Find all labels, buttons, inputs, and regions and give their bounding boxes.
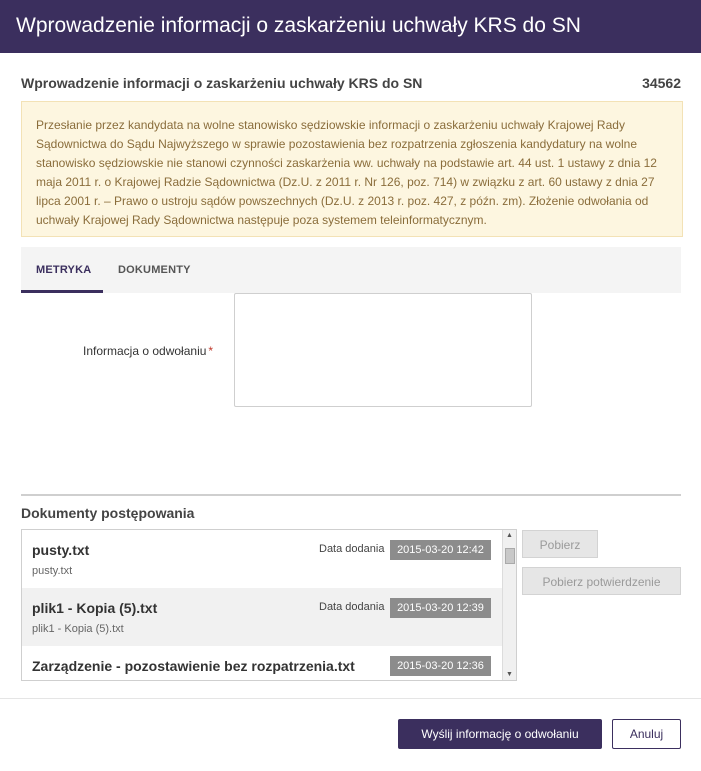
document-name: pusty.txt xyxy=(32,542,90,558)
download-button[interactable]: Pobierz xyxy=(522,530,598,558)
document-name: Zarządzenie - pozostawienie bez rozpatrzenia.txt xyxy=(32,658,355,674)
scroll-thumb[interactable] xyxy=(505,548,515,564)
documents-list[interactable] xyxy=(21,529,517,681)
scroll-down-icon[interactable]: ▼ xyxy=(506,671,513,678)
documents-scrollbar[interactable] xyxy=(502,530,516,680)
document-list-item[interactable] xyxy=(22,588,502,646)
document-name: plik1 - Kopia (5).txt xyxy=(32,600,158,616)
modal-header xyxy=(0,0,701,53)
odwolanie-textarea[interactable] xyxy=(234,293,532,407)
tabs-panel xyxy=(21,247,681,494)
scroll-up-icon[interactable]: ▲ xyxy=(506,532,513,539)
required-asterisk: * xyxy=(208,344,214,358)
document-filename: pusty.txt xyxy=(32,565,73,577)
date-added-badge: 2015-03-20 12:42 xyxy=(390,540,491,560)
case-number: 34562 xyxy=(642,75,681,91)
modal-title: Wprowadzenie informacji o zaskarżeniu uchwały KRS do SN xyxy=(16,14,581,37)
date-added-badge: 2015-03-20 12:39 xyxy=(390,598,491,618)
tabs-bar xyxy=(21,247,681,293)
odwolanie-label-text: Informacja o odwołaniu xyxy=(83,344,207,358)
document-list-item[interactable] xyxy=(22,530,502,588)
info-notice xyxy=(21,101,683,237)
documents-title: Dokumenty postępowania xyxy=(21,505,195,521)
section-divider xyxy=(21,494,681,496)
tab-dokumenty[interactable]: DOKUMENTY xyxy=(118,264,191,276)
download-confirmation-button[interactable]: Pobierz potwierdzenie xyxy=(522,567,681,595)
odwolanie-field-label xyxy=(83,344,213,358)
document-filename: plik1 - Kopia (5).txt xyxy=(32,623,124,635)
modal-body xyxy=(0,53,701,698)
notice-text: Przesłanie przez kandydata na wolne stanowisko sędziowskie informacji o zaskarżeniu uchwały Krajowej Rady Sądownictwa do Sądu Najwyższego w sprawie pozostawienia bez rozpatrzenia zgłoszenia kandydatury na wolne stanowisko sędziowskie nie stanowi czynności zaskarżenia ww. uchwały na podstawie art. 44 ust. 1 ustawy z dnia 12 maja 2011 r. o Krajowej Radzie Sądownictwa (Dz.U. z 2011 r. Nr 126, poz. 714) w związku z art. 60 ustawy z dnia 27 lipca 2001 r. – Prawo o ustroju sądów powszechnych (Dz.U. z 2013 r. poz. 427, z późn. zm). Złożenie odwołania od uchwały Krajowej Rady Sądownictwa następuje poza systemem teleinformatycznym. xyxy=(36,118,657,227)
submit-appeal-info-button[interactable]: Wyślij informację o odwołaniu xyxy=(398,719,602,749)
date-added-label: Data dodania xyxy=(319,543,385,555)
modal-footer xyxy=(0,698,701,771)
document-list-item[interactable] xyxy=(22,646,502,681)
section-title: Wprowadzenie informacji o zaskarżeniu uchwały KRS do SN xyxy=(21,75,423,91)
date-added-label: Data dodania xyxy=(319,601,385,613)
tab-metryka[interactable]: METRYKA xyxy=(36,264,92,276)
cancel-button[interactable]: Anuluj xyxy=(612,719,681,749)
date-added-badge: 2015-03-20 12:36 xyxy=(390,656,491,676)
tab-content-metryka xyxy=(21,293,681,494)
